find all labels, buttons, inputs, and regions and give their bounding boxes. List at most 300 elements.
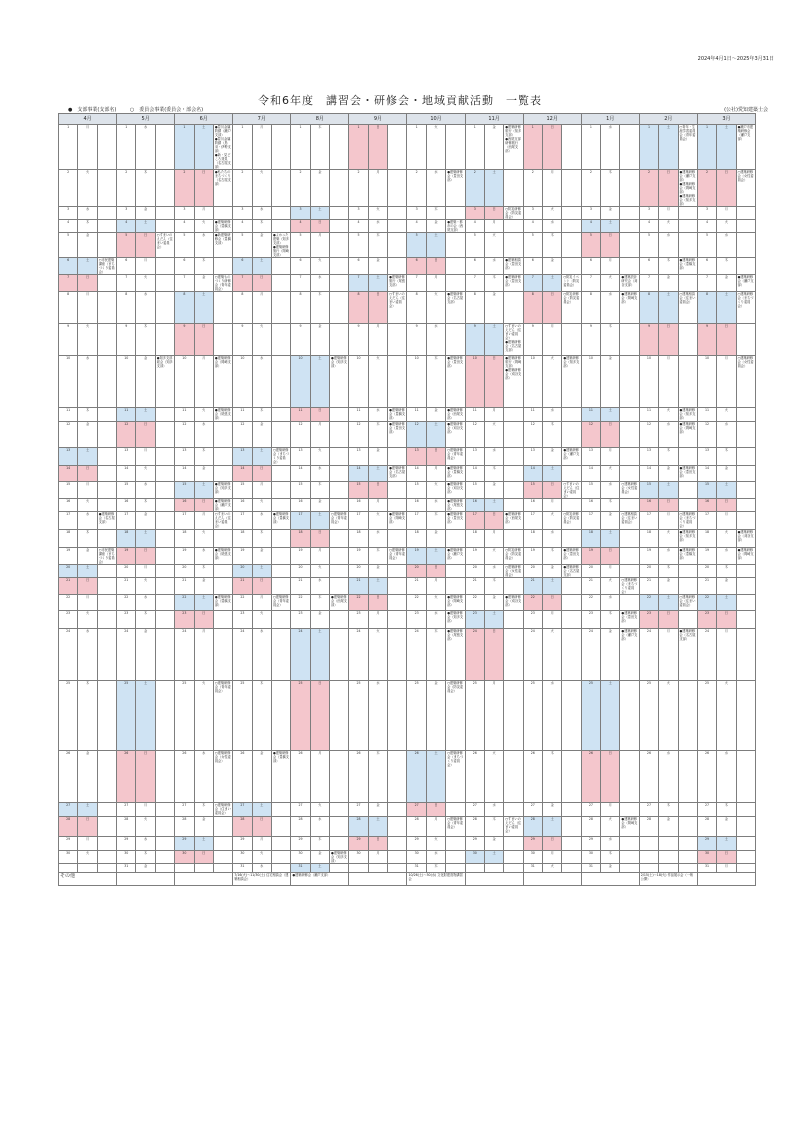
weekday: 木 xyxy=(542,751,561,803)
weekday: 月 xyxy=(717,207,736,220)
weekday: 日 xyxy=(78,578,97,595)
weekday: 月 xyxy=(426,817,445,837)
day-events xyxy=(155,233,174,258)
weekday: 日 xyxy=(368,595,387,611)
weekday: 木 xyxy=(368,422,387,448)
event-text: ○建築研修会（女性委員会） xyxy=(737,170,754,182)
day-number: 16 xyxy=(697,499,716,512)
day-events xyxy=(97,356,116,408)
day-events xyxy=(271,482,290,499)
weekday: 火 xyxy=(310,565,329,578)
weekday: 日 xyxy=(252,817,271,837)
day-number: 26 xyxy=(581,751,600,803)
month-header: 1月 xyxy=(581,114,639,125)
day-number: 2 xyxy=(233,170,252,207)
weekday: 木 xyxy=(601,170,620,207)
event-text: ●建築研修会（豊田支部） xyxy=(447,512,464,524)
weekday: 月 xyxy=(426,275,445,292)
day-number: 12 xyxy=(697,422,716,448)
day-number: 6 xyxy=(465,258,484,275)
day-events xyxy=(388,578,407,595)
weekday: 日 xyxy=(310,530,329,548)
weekday: 日 xyxy=(484,207,503,220)
weekday: 木 xyxy=(252,408,271,422)
event-text: ○すまいのえだん（住まい委員会） xyxy=(563,482,580,498)
day-number: 24 xyxy=(59,629,78,681)
day-number: 11 xyxy=(639,408,658,422)
weekday: 火 xyxy=(717,530,736,548)
other-event-text: 2/15(土)〜18(火) 作品展示会（一般公開） xyxy=(640,873,694,881)
day-number: 27 xyxy=(697,803,716,817)
day-number xyxy=(465,864,484,873)
day-events xyxy=(620,258,639,275)
day-number: 15 xyxy=(639,482,658,499)
weekday: 木 xyxy=(426,864,445,873)
weekday: 水 xyxy=(659,548,678,565)
day-events xyxy=(155,803,174,817)
weekday: 水 xyxy=(194,422,213,448)
day-events xyxy=(213,578,232,595)
day-row xyxy=(59,837,756,851)
event-text: ○市民建築講座（まちづくり委員会） xyxy=(98,548,115,564)
weekday: 土 xyxy=(78,448,97,466)
weekday: 金 xyxy=(717,275,736,292)
day-number: 30 xyxy=(59,851,78,864)
day-events xyxy=(678,170,697,207)
weekday: 水 xyxy=(426,611,445,629)
weekday: 火 xyxy=(601,466,620,482)
day-events xyxy=(213,751,232,803)
day-number: 3 xyxy=(291,207,310,220)
day-events xyxy=(155,125,174,170)
weekday: 木 xyxy=(601,324,620,356)
day-number: 13 xyxy=(233,448,252,466)
day-events xyxy=(213,565,232,578)
day-events xyxy=(97,864,116,873)
other-label: その他 xyxy=(60,873,76,879)
day-events xyxy=(562,125,581,170)
day-number: 6 xyxy=(407,258,426,275)
day-events xyxy=(620,751,639,803)
day-events xyxy=(271,258,290,275)
event-text: ●建築研修会（岡崎支部） xyxy=(679,422,696,434)
day-number: 1 xyxy=(233,125,252,170)
weekday: 火 xyxy=(368,207,387,220)
day-row xyxy=(59,356,756,408)
day-number: 30 xyxy=(407,851,426,864)
day-number: 24 xyxy=(523,629,542,681)
weekday: 日 xyxy=(78,817,97,837)
day-number: 2 xyxy=(291,170,310,207)
day-number: 27 xyxy=(523,803,542,817)
weekday: 土 xyxy=(194,482,213,499)
day-events xyxy=(330,629,349,681)
day-events xyxy=(736,482,755,499)
other-events-cell xyxy=(465,873,523,886)
weekday: 金 xyxy=(426,681,445,751)
event-text: ○防災研修会（防災委員会） xyxy=(505,207,522,219)
day-row xyxy=(59,275,756,292)
day-number: 1 xyxy=(349,125,368,170)
day-row xyxy=(59,548,756,565)
event-text: ●建築研修会（瀬戸支部） xyxy=(214,499,231,511)
event-text: ●建築研修会（豊田支部） xyxy=(563,548,580,560)
day-events xyxy=(446,629,465,681)
weekday: 火 xyxy=(252,611,271,629)
event-text: ●建築研修会（豊橋支部） xyxy=(214,220,231,232)
day-number: 20 xyxy=(349,565,368,578)
day-row xyxy=(59,751,756,803)
day-events xyxy=(388,170,407,207)
day-number: 24 xyxy=(407,629,426,681)
day-number: 26 xyxy=(639,751,658,803)
weekday: 土 xyxy=(601,681,620,751)
day-number: 27 xyxy=(291,803,310,817)
day-number: 4 xyxy=(465,220,484,233)
weekday: 金 xyxy=(484,482,503,499)
weekday: 金 xyxy=(542,448,561,466)
weekday: 月 xyxy=(194,207,213,220)
other-events-cell xyxy=(523,873,581,886)
weekday: 月 xyxy=(542,324,561,356)
day-events xyxy=(504,499,523,512)
weekday: 木 xyxy=(659,565,678,578)
day-number: 4 xyxy=(523,220,542,233)
day-number: 14 xyxy=(117,466,136,482)
weekday: 火 xyxy=(194,681,213,751)
day-events xyxy=(736,803,755,817)
day-number: 26 xyxy=(465,751,484,803)
day-number: 10 xyxy=(175,356,194,408)
day-events xyxy=(388,356,407,408)
day-number: 5 xyxy=(349,233,368,258)
weekday: 土 xyxy=(310,864,329,873)
event-text: ●建築研修会（尾張支部） xyxy=(214,548,231,560)
event-text: ●建築研修会（岡崎支部） xyxy=(447,595,464,607)
day-number: 11 xyxy=(407,408,426,422)
day-number: 11 xyxy=(117,408,136,422)
day-number: 6 xyxy=(175,258,194,275)
weekday: 金 xyxy=(310,170,329,207)
event-text: ●建築研修会（知多支部） xyxy=(214,482,231,494)
day-events xyxy=(97,125,116,170)
day-number: 4 xyxy=(349,220,368,233)
weekday: 木 xyxy=(484,466,503,482)
weekday: 水 xyxy=(194,751,213,803)
day-number: 24 xyxy=(175,629,194,681)
day-number: 22 xyxy=(465,595,484,611)
day-number: 20 xyxy=(523,565,542,578)
day-number: 3 xyxy=(117,207,136,220)
month-header: 3月 xyxy=(697,114,755,125)
calendar-body xyxy=(59,125,756,886)
event-text: ●建築研修会（名古屋支部） xyxy=(563,565,580,577)
weekday: 土 xyxy=(252,258,271,275)
weekday: 水 xyxy=(252,864,271,873)
month-header: 9月 xyxy=(349,114,407,125)
day-events xyxy=(678,125,697,170)
day-number: 18 xyxy=(349,530,368,548)
day-events xyxy=(678,220,697,233)
day-number: 14 xyxy=(697,466,716,482)
day-events xyxy=(271,275,290,292)
day-events xyxy=(620,125,639,170)
day-events xyxy=(446,292,465,324)
day-number: 6 xyxy=(117,258,136,275)
day-events xyxy=(620,275,639,292)
day-events xyxy=(155,207,174,220)
weekday: 月 xyxy=(601,258,620,275)
weekday: 日 xyxy=(310,220,329,233)
event-text: ●建築研修会（刈谷支部） xyxy=(737,530,754,542)
day-number: 1 xyxy=(175,125,194,170)
weekday: 土 xyxy=(601,220,620,233)
day-number: 19 xyxy=(465,548,484,565)
day-events xyxy=(562,220,581,233)
day-events xyxy=(562,578,581,595)
weekday: 水 xyxy=(426,851,445,864)
weekday: 金 xyxy=(368,803,387,817)
day-number: 14 xyxy=(581,466,600,482)
day-number: 30 xyxy=(697,851,716,864)
weekday: 水 xyxy=(717,422,736,448)
weekday: 土 xyxy=(426,233,445,258)
day-number: 11 xyxy=(349,408,368,422)
day-events xyxy=(213,681,232,751)
weekday: 木 xyxy=(601,851,620,864)
weekday: 月 xyxy=(78,595,97,611)
day-number: 23 xyxy=(465,611,484,629)
day-row xyxy=(59,207,756,220)
day-events xyxy=(446,681,465,751)
day-events xyxy=(620,482,639,499)
day-number: 2 xyxy=(523,170,542,207)
day-events xyxy=(504,170,523,207)
day-number: 26 xyxy=(407,751,426,803)
weekday: 日 xyxy=(601,751,620,803)
day-events xyxy=(620,207,639,220)
weekday: 水 xyxy=(368,530,387,548)
day-number: 11 xyxy=(175,408,194,422)
event-text: ●建築研修会（豊田支部） xyxy=(447,170,464,182)
day-events xyxy=(446,466,465,482)
weekday: 金 xyxy=(542,803,561,817)
day-events xyxy=(271,125,290,170)
day-events xyxy=(97,275,116,292)
day-number: 24 xyxy=(581,629,600,681)
day-events xyxy=(446,864,465,873)
day-events xyxy=(504,512,523,530)
day-number: 23 xyxy=(59,611,78,629)
day-events xyxy=(271,851,290,864)
event-text: ●建築研修会（豊田支部） xyxy=(505,275,522,287)
day-events xyxy=(504,207,523,220)
day-number: 30 xyxy=(233,851,252,864)
weekday: 水 xyxy=(542,530,561,548)
day-number: 17 xyxy=(291,512,310,530)
day-events xyxy=(330,356,349,408)
day-events xyxy=(504,324,523,356)
day-number: 9 xyxy=(291,324,310,356)
weekday: 月 xyxy=(717,512,736,530)
day-events xyxy=(155,448,174,466)
day-number: 16 xyxy=(117,499,136,512)
day-number: 21 xyxy=(291,578,310,595)
day-events xyxy=(446,258,465,275)
day-number: 11 xyxy=(581,408,600,422)
day-number: 7 xyxy=(639,275,658,292)
day-row xyxy=(59,578,756,595)
day-events xyxy=(388,565,407,578)
weekday: 火 xyxy=(78,851,97,864)
day-number: 21 xyxy=(581,578,600,595)
day-events xyxy=(155,220,174,233)
day-events xyxy=(97,233,116,258)
day-events xyxy=(155,851,174,864)
weekday: 火 xyxy=(426,837,445,851)
day-events xyxy=(678,578,697,595)
day-number: 25 xyxy=(465,681,484,751)
day-events xyxy=(271,512,290,530)
weekday: 土 xyxy=(717,125,736,170)
weekday: 木 xyxy=(194,448,213,466)
weekday: 金 xyxy=(310,324,329,356)
event-text: ○建築研修会（青年委員会） xyxy=(272,595,289,607)
weekday: 木 xyxy=(426,207,445,220)
day-events xyxy=(155,482,174,499)
day-number: 14 xyxy=(233,466,252,482)
day-events xyxy=(678,207,697,220)
day-events xyxy=(504,275,523,292)
day-number: 19 xyxy=(233,548,252,565)
weekday: 水 xyxy=(542,408,561,422)
weekday: 日 xyxy=(194,499,213,512)
event-text: ○すまいのえだん（住まい委員会） ●建築研修会（名古屋支部） xyxy=(505,324,522,352)
day-number: 2 xyxy=(175,170,194,207)
weekday: 火 xyxy=(426,292,445,324)
day-number: 4 xyxy=(581,220,600,233)
day-row xyxy=(59,629,756,681)
weekday: 月 xyxy=(717,864,736,873)
day-number: 18 xyxy=(581,530,600,548)
day-number: 21 xyxy=(523,578,542,595)
weekday: 金 xyxy=(310,499,329,512)
day-number: 9 xyxy=(349,324,368,356)
weekday: 木 xyxy=(310,125,329,170)
day-number: 17 xyxy=(523,512,542,530)
weekday: 月 xyxy=(252,595,271,611)
day-events xyxy=(388,408,407,422)
day-number: 17 xyxy=(59,512,78,530)
weekday: 土 xyxy=(368,817,387,837)
day-events xyxy=(97,681,116,751)
day-number: 31 xyxy=(523,864,542,873)
day-events xyxy=(620,681,639,751)
day-events xyxy=(678,512,697,530)
weekday: 金 xyxy=(601,512,620,530)
weekday: 金 xyxy=(136,629,155,681)
weekday: 土 xyxy=(659,482,678,499)
day-row xyxy=(59,422,756,448)
day-events xyxy=(562,275,581,292)
day-events xyxy=(620,629,639,681)
weekday: 土 xyxy=(484,851,503,864)
day-events xyxy=(155,170,174,207)
day-events xyxy=(620,233,639,258)
day-number: 20 xyxy=(697,565,716,578)
weekday: 水 xyxy=(601,595,620,611)
day-events xyxy=(213,851,232,864)
day-events xyxy=(620,448,639,466)
event-text: ○建築相談会（住まい委員会） xyxy=(621,512,638,524)
day-number: 15 xyxy=(117,482,136,499)
day-number: 11 xyxy=(233,408,252,422)
weekday: 木 xyxy=(717,565,736,578)
day-events xyxy=(271,466,290,482)
weekday: 火 xyxy=(484,548,503,565)
day-events xyxy=(271,292,290,324)
weekday: 金 xyxy=(368,565,387,578)
day-row xyxy=(59,170,756,207)
weekday: 日 xyxy=(368,482,387,499)
day-number: 9 xyxy=(639,324,658,356)
weekday: 金 xyxy=(542,565,561,578)
day-number: 17 xyxy=(117,512,136,530)
weekday: 月 xyxy=(542,170,561,207)
day-number: 13 xyxy=(465,448,484,466)
weekday: 日 xyxy=(426,448,445,466)
day-events xyxy=(504,864,523,873)
weekday: 水 xyxy=(484,803,503,817)
day-number: 18 xyxy=(523,530,542,548)
weekday: 火 xyxy=(484,233,503,258)
day-events xyxy=(330,595,349,611)
day-events xyxy=(388,422,407,448)
weekday: 金 xyxy=(659,817,678,837)
weekday: 金 xyxy=(78,751,97,803)
month-header: 11月 xyxy=(465,114,523,125)
day-number: 26 xyxy=(697,751,716,803)
day-number: 8 xyxy=(523,292,542,324)
day-events xyxy=(446,324,465,356)
day-events xyxy=(97,422,116,448)
day-number: 30 xyxy=(349,851,368,864)
weekday: 木 xyxy=(542,233,561,258)
day-number: 11 xyxy=(59,408,78,422)
day-number: 9 xyxy=(233,324,252,356)
day-events xyxy=(504,851,523,864)
day-number: 29 xyxy=(291,837,310,851)
weekday: 月 xyxy=(310,422,329,448)
day-number: 29 xyxy=(581,837,600,851)
day-events xyxy=(678,292,697,324)
day-events xyxy=(620,324,639,356)
weekday: 木 xyxy=(78,530,97,548)
day-events xyxy=(155,512,174,530)
day-number: 22 xyxy=(349,595,368,611)
day-number: 10 xyxy=(117,356,136,408)
day-events xyxy=(213,207,232,220)
day-number: 20 xyxy=(465,565,484,578)
weekday: 土 xyxy=(194,125,213,170)
month-header: 5月 xyxy=(117,114,175,125)
event-text: ○防災研修会（防災委員会） xyxy=(505,548,522,560)
day-number: 17 xyxy=(581,512,600,530)
weekday: 月 xyxy=(601,448,620,466)
weekday: 水 xyxy=(717,751,736,803)
month-header: 12月 xyxy=(523,114,581,125)
day-number: 2 xyxy=(117,170,136,207)
